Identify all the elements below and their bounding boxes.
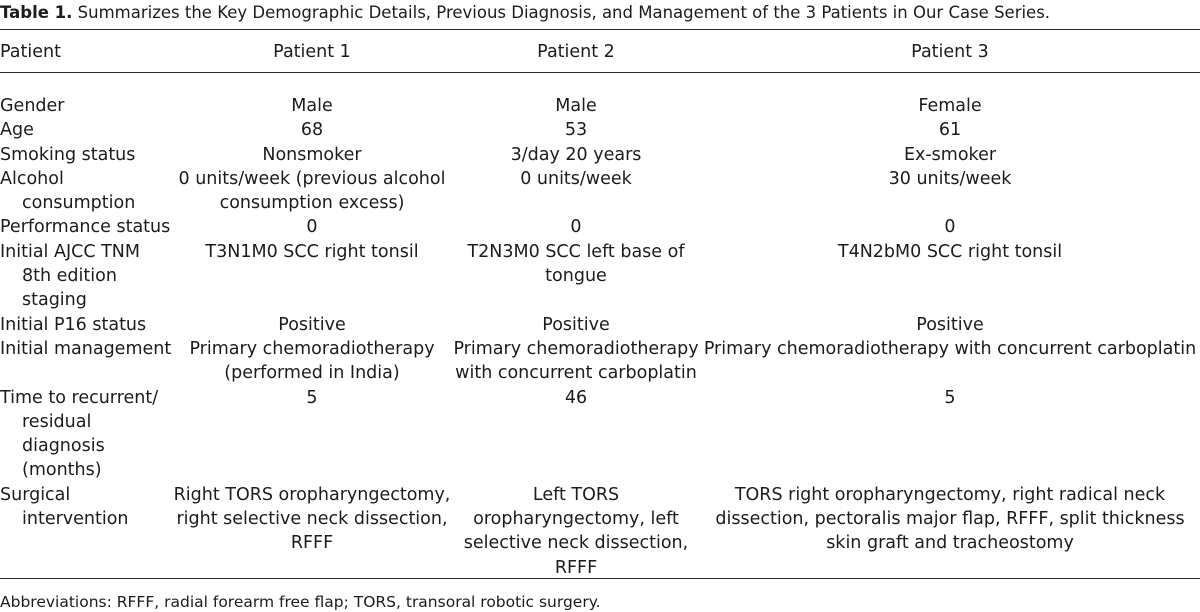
table-cell: Positive — [916, 314, 984, 335]
table-cell: 0 — [570, 217, 582, 238]
table-cell: Positive — [278, 314, 346, 335]
table-cell: 0 units/week (previous alcohol consumption excess) — [178, 168, 446, 214]
table-cell: Positive — [542, 314, 610, 335]
row-label: Surgical intervention — [0, 484, 129, 530]
table-footnote: Abbreviations: RFFF, radial forearm free flap; TORS, transoral robotic surgery. — [0, 593, 601, 611]
row-label: Gender — [0, 96, 65, 116]
table-cell: 30 units/week — [888, 168, 1012, 189]
table-cell: TORS right oropharyngectomy, right radical neck dissection, pectoralis major flap, RFFF, split thickness skin graft and tracheostomy — [715, 484, 1185, 554]
column-header: Patient 3 — [911, 42, 989, 62]
table-spacer — [0, 80, 1200, 94]
table-row — [0, 94, 1200, 118]
row-label: Smoking status — [0, 144, 136, 165]
table-cell: Left TORS oropharyngectomy, left selective neck dissection, RFFF — [463, 484, 689, 578]
table-row — [0, 118, 1200, 142]
table-row — [0, 313, 1200, 337]
table-cell: Primary chemoradiotherapy (performed in India) — [189, 338, 435, 384]
table-row — [0, 143, 1200, 167]
table-header-row — [0, 32, 1200, 80]
row-label: Initial management — [0, 338, 172, 359]
table-row — [0, 167, 1200, 216]
table-cell: Male — [291, 96, 333, 116]
column-header: Patient 2 — [537, 42, 615, 62]
column-header: Patient — [0, 42, 61, 62]
row-label: Initial AJCC TNM 8th edition staging — [0, 241, 140, 311]
table-cell: Primary chemoradiotherapy with concurrent carboplatin — [453, 338, 699, 384]
table-cell: 53 — [564, 120, 588, 141]
table-cell: 0 units/week — [520, 168, 632, 189]
table-cell: T3N1M0 SCC right tonsil — [205, 241, 419, 262]
table-caption-text: Summarizes the Key Demographic Details, Previous Diagnosis, and Management of the 3 Patients in Our Case Series. — [77, 3, 1051, 22]
table-cell: 5 — [306, 387, 318, 408]
table-cell: 46 — [564, 387, 588, 408]
table-caption-label: Table 1. — [0, 3, 73, 22]
top-rule — [0, 29, 1200, 30]
row-label: Time to recurrent/ residual diagnosis (months) — [0, 387, 159, 481]
row-label: Initial P16 status — [0, 314, 147, 335]
table-cell: 3/day 20 years — [510, 144, 642, 165]
row-label: Age — [0, 120, 34, 141]
table-cell: 5 — [944, 387, 956, 408]
table-cell: Male — [555, 96, 597, 116]
table-row — [0, 215, 1200, 239]
demographics-table — [0, 32, 1200, 580]
table-row — [0, 240, 1200, 313]
table-cell: 0 — [944, 217, 956, 238]
table-cell: T2N3M0 SCC left base of tongue — [467, 241, 685, 287]
table-cell: 61 — [938, 120, 962, 141]
table-cell: Right TORS oropharyngectomy, right selective neck dissection, RFFF — [173, 484, 451, 554]
row-label: Alcohol consumption — [0, 168, 136, 214]
table-row — [0, 483, 1200, 580]
table-cell: 0 — [306, 217, 318, 238]
table-cell: T4N2bM0 SCC right tonsil — [837, 241, 1063, 262]
table-cell: Primary chemoradiotherapy with concurrent carboplatin — [703, 338, 1197, 359]
table-cell: 68 — [300, 120, 324, 141]
table-cell: Ex-smoker — [903, 144, 997, 165]
column-header: Patient 1 — [273, 42, 351, 62]
table-cell: Nonsmoker — [262, 144, 362, 165]
table-row — [0, 386, 1200, 483]
table-cell: Female — [918, 96, 982, 116]
table-row — [0, 337, 1200, 386]
row-label: Performance status — [0, 217, 171, 238]
table-caption — [0, 2, 1200, 24]
